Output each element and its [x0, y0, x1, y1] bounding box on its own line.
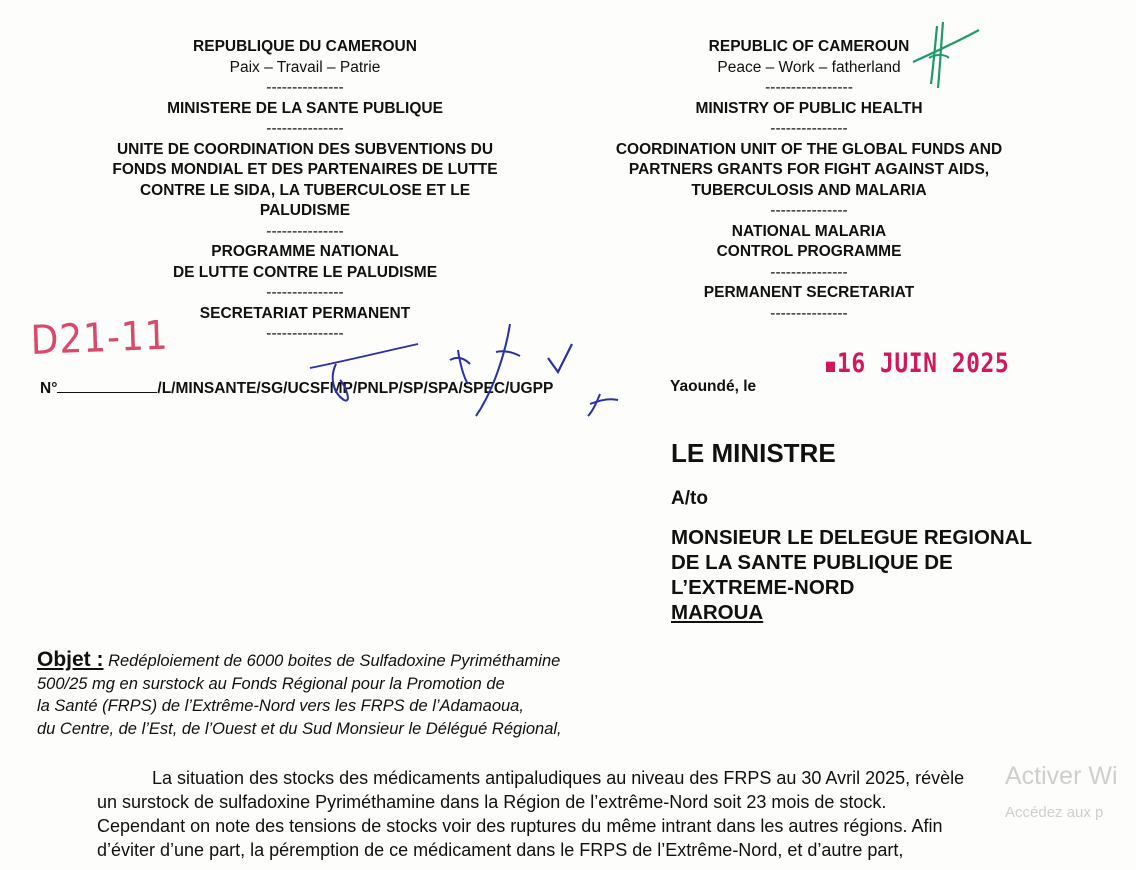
activation-watermark-sub: Accédez aux p	[1005, 804, 1104, 821]
addressee-city: MAROUA	[671, 601, 764, 624]
program-line-2-fr: DE LUTTE CONTRE LE PALUDISME	[172, 263, 438, 281]
sender-title: LE MINISTRE	[671, 438, 836, 468]
subject-line-1: Redéploiement de 6000 boites de Sulfadoxine Pyriméthamine	[108, 652, 561, 670]
unit-line-2-fr: FONDS MONDIAL ET DES PARTENAIRES DE LUTTE	[112, 161, 498, 178]
date-stamp: 16 JUIN 2025	[826, 349, 1009, 379]
signature-green-icon	[905, 18, 985, 90]
ato-label: A/to	[671, 488, 708, 509]
separator: ---------------	[266, 79, 344, 96]
subject-line-4: du Centre, de l’Est, de l’Ouest et du Sud Monsieur le Délégué Régional,	[37, 719, 562, 738]
ministry-name-en: MINISTRY OF PUBLIC HEALTH	[695, 99, 923, 117]
separator: ---------------	[266, 284, 344, 301]
addressee-line-2: DE LA SANTE PUBLIQUE DE	[671, 551, 953, 574]
body-line-3: Cependant on note des tensions de stocks voir des ruptures du même intrant dans les autres régions. Afin	[97, 816, 943, 836]
place-label: Yaoundé, le	[670, 378, 757, 395]
country-name-fr: REPUBLIQUE DU CAMEROUN	[193, 38, 417, 55]
subject-label: Objet :	[37, 648, 104, 671]
unit-line-4-fr: PALUDISME	[259, 202, 351, 219]
unit-line-1-en: COORDINATION UNIT OF THE GLOBAL FUNDS AND	[615, 140, 1003, 158]
separator: ---------------	[770, 120, 848, 137]
separator: ---------------	[770, 263, 848, 281]
body-line-4: d’éviter d’une part, la péremption de ce médicament dans le FRPS de l’Extrême-Nord, et d’autre part,	[97, 840, 904, 860]
reference-code: /L/MINSANTE/SG/UCSFMP/PNLP/SP/SPA/SPEC/UGPP	[157, 380, 554, 397]
header-french	[60, 37, 550, 345]
motto-fr: Paix – Travail – Patrie	[229, 58, 381, 76]
body-line-1: La situation des stocks des médicaments antipaludiques au niveau des FRPS au 30 Avril 2025, révèle	[152, 768, 965, 788]
subject-line-3: la Santé (FRPS) de l’Extrême-Nord vers les FRPS de l’Adamaoua,	[37, 697, 524, 715]
program-line-1-en: NATIONAL MALARIA	[731, 222, 887, 240]
separator: ---------------	[770, 304, 848, 322]
reference-blank	[57, 378, 157, 393]
separator: ---------------	[266, 325, 344, 342]
separator: ---------------	[770, 202, 848, 219]
ministry-name-fr: MINISTERE DE LA SANTE PUBLIQUE	[167, 99, 443, 117]
unit-line-1-fr: UNITE DE COORDINATION DES SUBVENTIONS DU	[116, 140, 494, 158]
program-line-1-fr: PROGRAMME NATIONAL	[211, 243, 399, 260]
addressee-block	[671, 525, 1032, 625]
handwritten-initials-icon	[300, 320, 640, 430]
separator: ---------------	[266, 120, 344, 137]
unit-line-2-en: PARTNERS GRANTS FOR FIGHT AGAINST AIDS,	[628, 161, 990, 178]
unit-line-3-fr: CONTRE LE SIDA, LA TUBERCULOSE ET LE	[139, 181, 471, 199]
unit-line-3-en: TUBERCULOSIS AND MALARIA	[691, 181, 927, 199]
secretariat-en: PERMANENT SECRETARIAT	[703, 284, 915, 301]
country-name-en: REPUBLIC OF CAMEROUN	[708, 38, 910, 55]
handwritten-number: D21-11	[30, 312, 170, 364]
stamp-dot-icon	[826, 362, 835, 372]
separator: ---------------	[266, 222, 344, 240]
subject-block	[37, 649, 717, 740]
reference-prefix: N°	[40, 380, 58, 397]
letter-body	[97, 766, 1083, 862]
addressee-line-1: MONSIEUR LE DELEGUE REGIONAL	[671, 526, 1033, 549]
subject-line-2: 500/25 mg en surstock au Fonds Régional pour la Promotion de	[37, 674, 505, 693]
addressee-line-3: L’EXTREME-NORD	[671, 576, 855, 599]
activation-watermark: Activer Wi	[1005, 762, 1118, 790]
body-line-2: un surstock de sulfadoxine Pyriméthamine dans la Région de l’extrême-Nord soit 23 mois de stock.	[97, 792, 887, 812]
separator: -----------------	[765, 79, 853, 96]
secretariat-fr: SECRETARIAT PERMANENT	[199, 304, 411, 322]
program-line-2-en: CONTROL PROGRAMME	[716, 243, 902, 260]
motto-en: Peace – Work – fatherland	[717, 58, 901, 76]
